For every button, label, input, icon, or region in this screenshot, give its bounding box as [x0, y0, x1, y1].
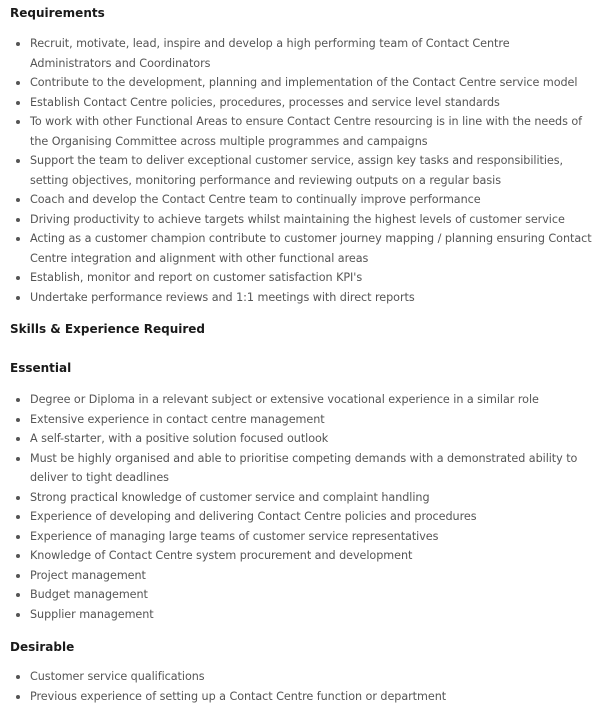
desirable-heading: Desirable	[10, 640, 75, 654]
list-item: Driving productivity to achieve targets whilst maintaining the highest levels of customer service	[0, 210, 600, 230]
list-item: Experience of developing and delivering Contact Centre policies and procedures	[0, 507, 600, 527]
essential-list	[0, 390, 600, 624]
list-item: Establish Contact Centre policies, procedures, processes and service level standards	[0, 93, 600, 113]
list-item: Extensive experience in contact centre management	[0, 410, 600, 430]
requirements-list	[0, 34, 600, 307]
list-item: Undertake performance reviews and 1:1 meetings with direct reports	[0, 288, 600, 308]
list-item: Supplier management	[0, 605, 600, 625]
list-item: Recruit, motivate, lead, inspire and develop a high performing team of Contact Centre Administrators and Coordinators	[0, 34, 600, 73]
list-item: Experience of managing large teams of customer service representatives	[0, 527, 600, 547]
list-item: Coach and develop the Contact Centre team to continually improve performance	[0, 190, 600, 210]
desirable-list	[0, 667, 600, 706]
list-item: Strong practical knowledge of customer service and complaint handling	[0, 488, 600, 508]
list-item: Previous experience of setting up a Contact Centre function or department	[0, 687, 600, 706]
list-item: Budget management	[0, 585, 600, 605]
list-item: Support the team to deliver exceptional customer service, assign key tasks and responsibilities, setting objectives, monitoring performance and reviewing outputs on a regular basis	[0, 151, 600, 190]
essential-heading: Essential	[10, 361, 72, 375]
list-item: Acting as a customer champion contribute to customer journey mapping / planning ensuring Contact Centre integration and alignment with other functional areas	[0, 229, 600, 268]
list-item: Project management	[0, 566, 600, 586]
skills-experience-heading: Skills & Experience Required	[10, 322, 206, 336]
list-item: A self-starter, with a positive solution focused outlook	[0, 429, 600, 449]
requirements-heading: Requirements	[10, 6, 105, 20]
list-item: Knowledge of Contact Centre system procurement and development	[0, 546, 600, 566]
list-item: Degree or Diploma in a relevant subject or extensive vocational experience in a similar role	[0, 390, 600, 410]
list-item: Establish, monitor and report on customer satisfaction KPI's	[0, 268, 600, 288]
list-item: Must be highly organised and able to prioritise competing demands with a demonstrated ability to deliver to tight deadlines	[0, 449, 600, 488]
list-item: To work with other Functional Areas to ensure Contact Centre resourcing is in line with the needs of the Organising Committee across multiple programmes and campaigns	[0, 112, 600, 151]
list-item: Contribute to the development, planning and implementation of the Contact Centre service model	[0, 73, 600, 93]
list-item: Customer service qualifications	[0, 667, 600, 687]
